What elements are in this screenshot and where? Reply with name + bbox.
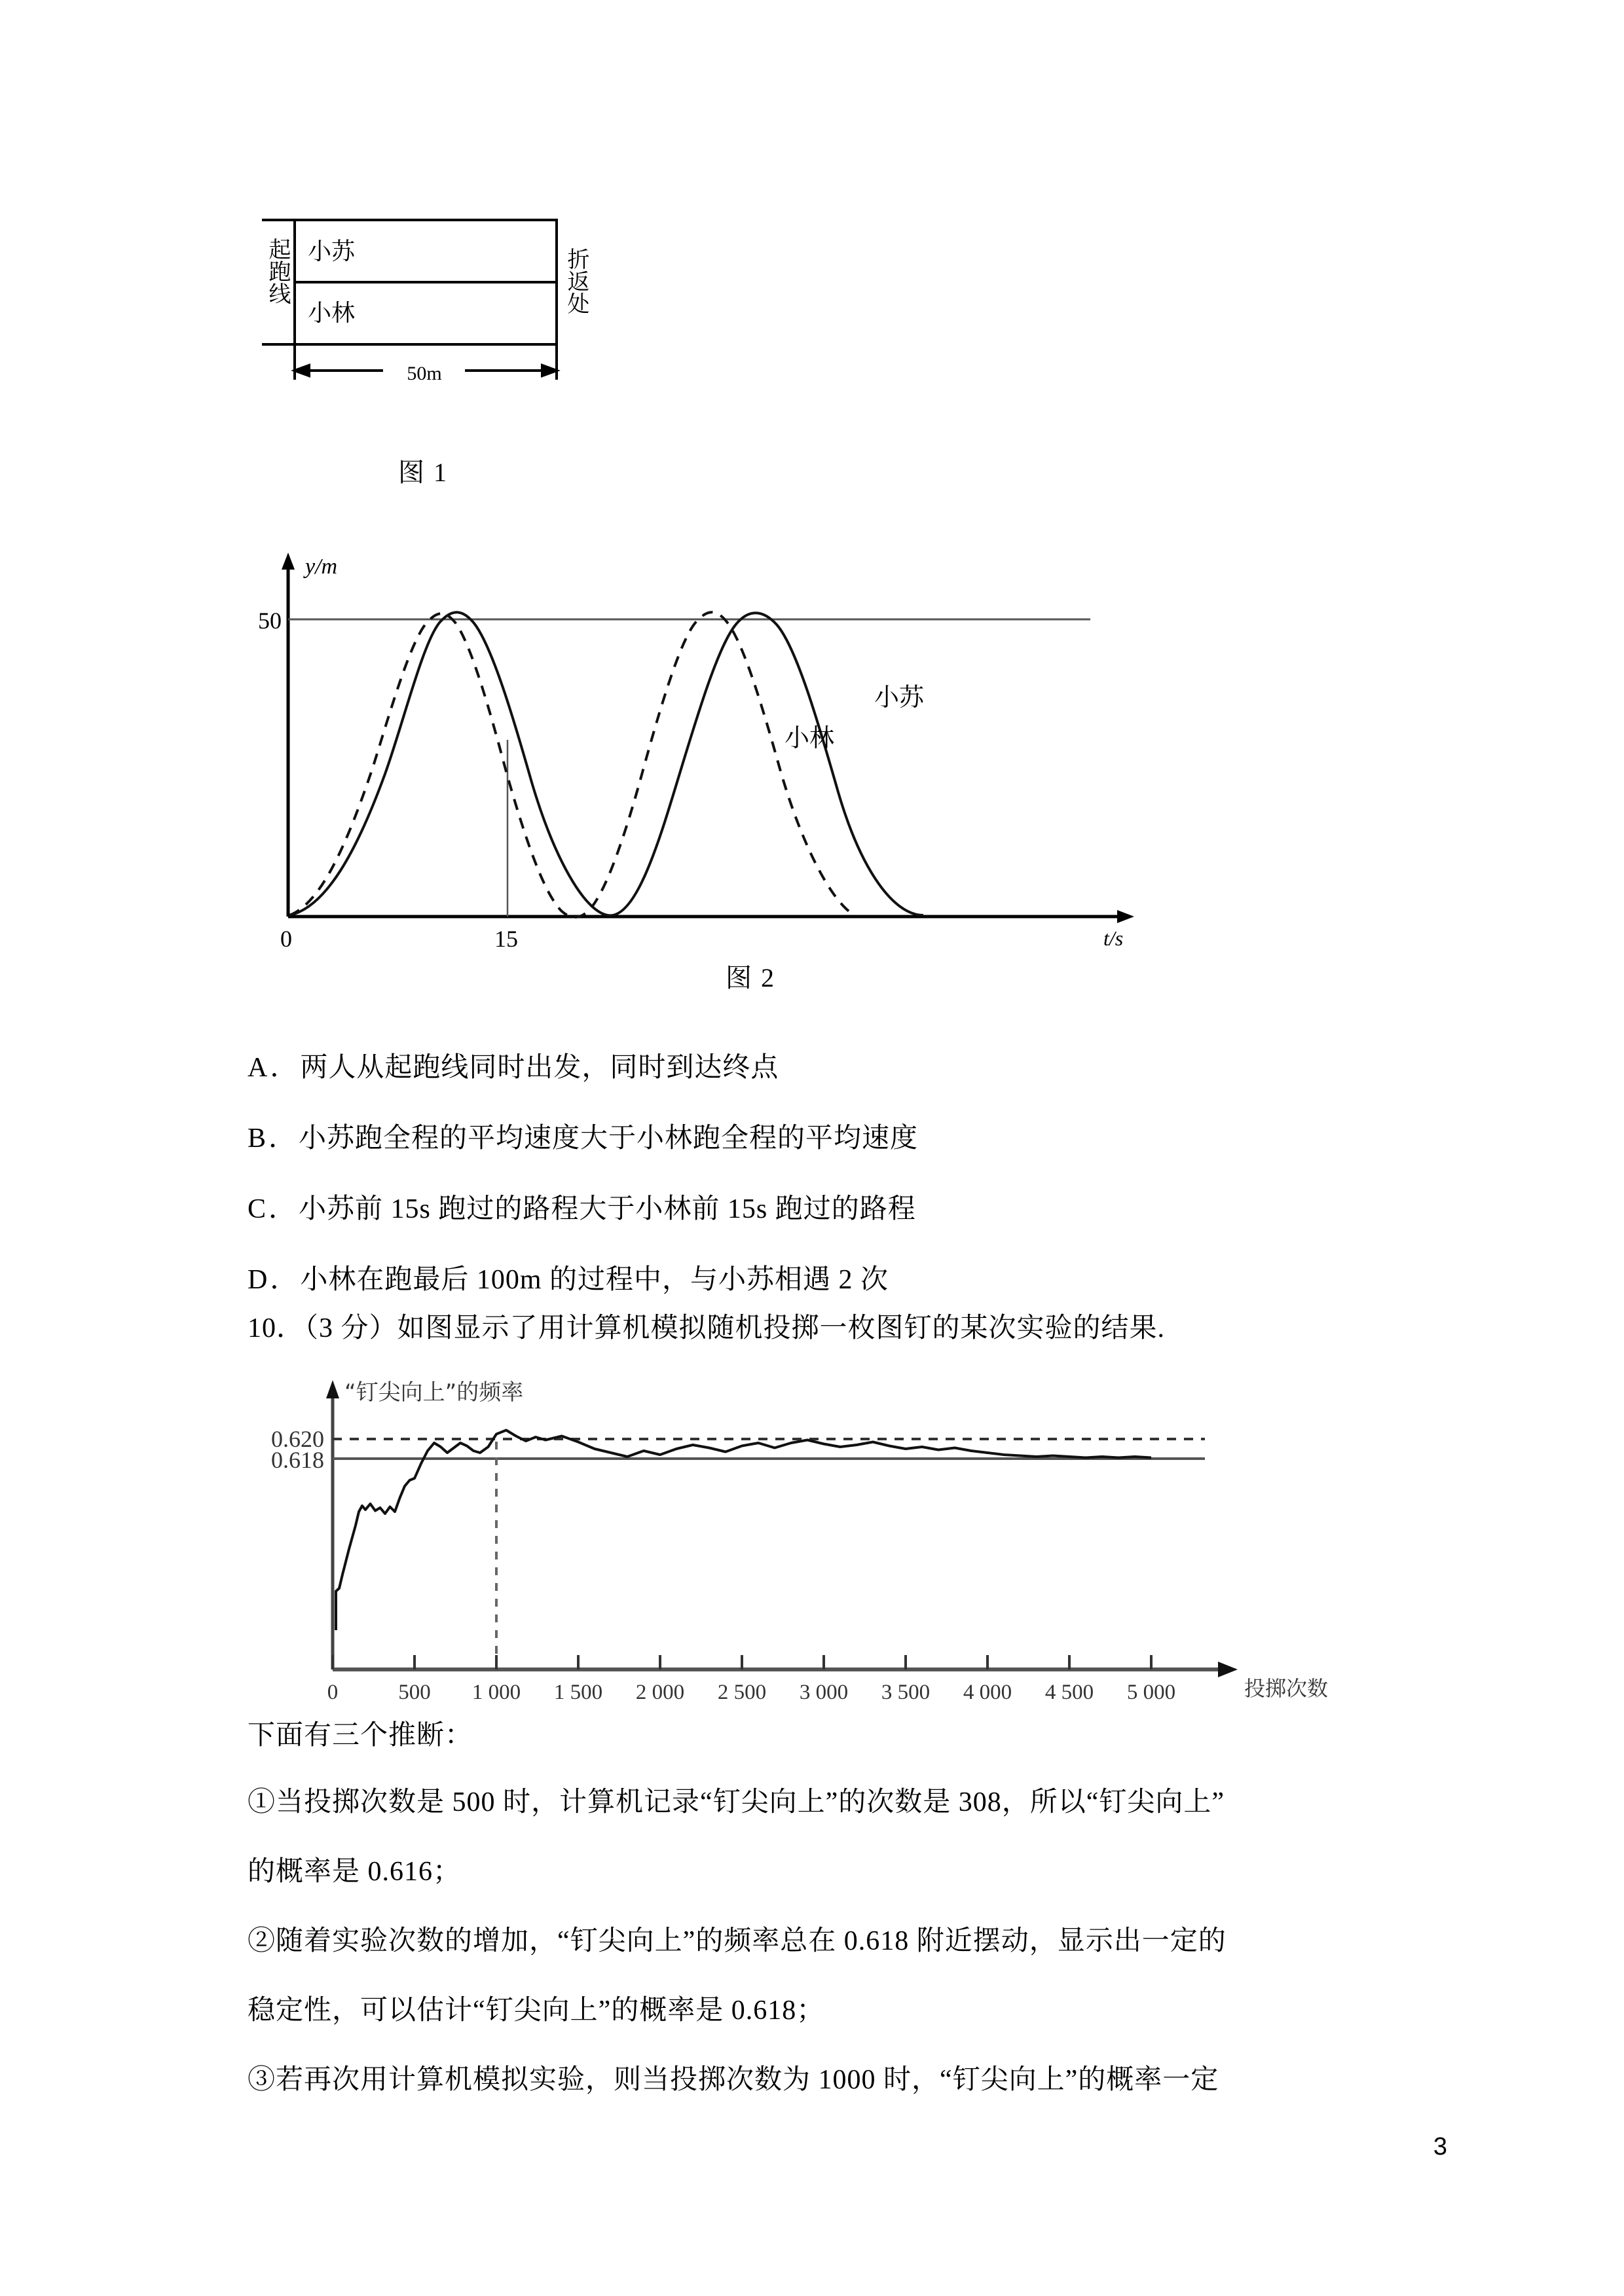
figure-2-caption: 图 2 xyxy=(726,963,775,993)
figure-3-y-tick-618: 0.618 xyxy=(271,1447,324,1473)
question-10-text: 如图显示了用计算机模拟随机投掷一枚图钉的某次实验的结果. xyxy=(397,1313,1166,1343)
figure-3-y-tick-620: 0.620 xyxy=(271,1426,324,1452)
figure-2-x-tick-0: 0 xyxy=(280,926,292,952)
figure-3-x-tick-0: 0 xyxy=(327,1681,339,1704)
figure-3-x-tick-5000: 5 000 xyxy=(1126,1681,1176,1704)
figure-3-x-tick-3500: 3 500 xyxy=(881,1681,931,1704)
figure-3-frequency-chart xyxy=(262,1362,1329,1715)
option-a xyxy=(248,1054,779,1082)
inference-2-line-1: ②随着实验次数的增加，“钉尖向上”的频率总在 0.618 附近摆动，显示出一定的 xyxy=(248,1926,1227,1956)
figure-2-distance-time-chart xyxy=(249,537,1205,952)
option-d xyxy=(248,1266,889,1294)
inference-3-line-1: ③若再次用计算机模拟实验，则当投掷次数为 1000 时，“钉尖向上”的概率一定 xyxy=(248,2065,1219,2095)
figure-3-x-tick-2000: 2 000 xyxy=(635,1681,685,1704)
inference-1-line-2: 的概率是 0.616； xyxy=(248,1857,462,1887)
option-a-letter: A． xyxy=(248,1053,301,1083)
question-10-number: 10．（3 分） xyxy=(248,1313,397,1343)
figure-1-lane-bottom-label: 小林 xyxy=(308,300,356,327)
option-a-text: 两人从起跑线同时出发，同时到达终点 xyxy=(300,1053,779,1083)
option-b xyxy=(248,1125,918,1152)
figure-2-y-axis-label: y/m xyxy=(305,555,338,579)
inference-2-line-2: 稳定性，可以估计“钉尖向上”的概率是 0.618； xyxy=(248,1995,825,2026)
figure-2-label-xiaosu: 小苏 xyxy=(874,683,925,712)
figure-1-start-line-label: 起跑线 xyxy=(265,238,291,304)
option-b-letter: B． xyxy=(248,1123,299,1154)
figure-2-y-tick-50: 50 xyxy=(258,608,282,634)
figure-3-x-tick-3000: 3 000 xyxy=(799,1681,849,1704)
figure-1-dimension-label: 50m xyxy=(407,363,442,384)
question-10-heading xyxy=(248,1315,1165,1342)
figure-3-x-tick-1000: 1 000 xyxy=(471,1681,521,1704)
inference-1-line-1: ①当投掷次数是 500 时，计算机记录“钉尖向上”的次数是 308，所以“钉尖向上” xyxy=(248,1787,1225,1817)
figure-2-x-axis-label: t/s xyxy=(1103,926,1124,950)
figure-1-lane-top-label: 小苏 xyxy=(308,238,356,265)
option-c xyxy=(248,1195,916,1223)
option-d-text: 小林在跑最后 100m 的过程中，与小苏相遇 2 次 xyxy=(300,1265,889,1295)
figure-3-x-tick-1500: 1 500 xyxy=(553,1681,603,1704)
option-c-text: 小苏前 15s 跑过的路程大于小林前 15s 跑过的路程 xyxy=(299,1194,916,1224)
figure-1-turn-point-label: 折返处 xyxy=(563,247,589,314)
figure-3-frequency-curve xyxy=(336,1430,1151,1631)
inferences-lead: 下面有三个推断： xyxy=(248,1721,473,1751)
figure-2-curve-xiaosu xyxy=(289,612,923,915)
figure-3-x-tick-2500: 2 500 xyxy=(717,1681,767,1704)
option-c-letter: C． xyxy=(248,1194,299,1224)
option-d-letter: D． xyxy=(248,1265,301,1295)
page-number: 3 xyxy=(1433,2133,1447,2160)
figure-3-y-axis-label: “钉尖向上”的频率 xyxy=(344,1379,524,1406)
figure-2-x-tick-15: 15 xyxy=(494,926,518,952)
figure-2-label-xiaolin: 小林 xyxy=(784,723,835,752)
figure-3-x-tick-4000: 4 000 xyxy=(963,1681,1012,1704)
figure-1-caption: 图 1 xyxy=(398,458,448,487)
figure-3-x-axis-label: 投掷次数 xyxy=(1244,1676,1329,1701)
figure-1-track-diagram xyxy=(249,208,616,424)
figure-2-curve-xiaolin xyxy=(289,612,855,917)
option-b-text: 小苏跑全程的平均速度大于小林跑全程的平均速度 xyxy=(299,1123,919,1154)
figure-3-x-tick-4500: 4 500 xyxy=(1044,1681,1094,1704)
figure-3-x-tick-500: 500 xyxy=(398,1681,431,1704)
